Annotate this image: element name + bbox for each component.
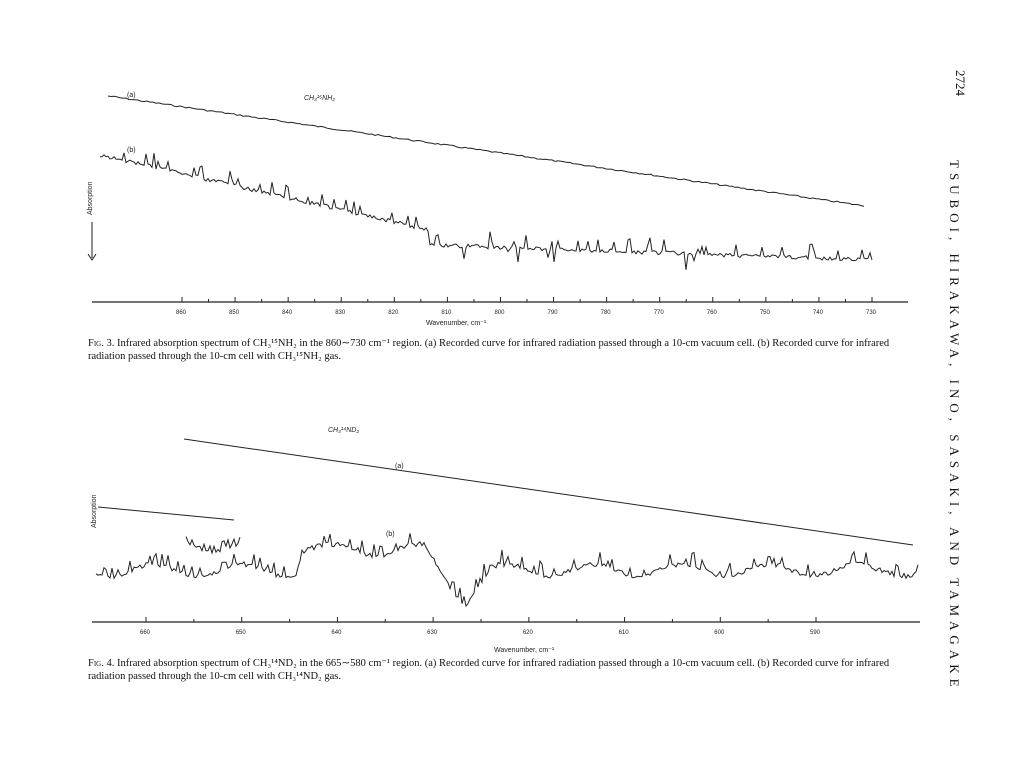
- fig3-x-tick-label: 840: [282, 310, 293, 316]
- fig3-ylabel-group: [87, 181, 96, 260]
- fig4-caption-text: Infrared absorption spectrum of CH₃¹⁴ND₂ in the 665∼580 cm⁻¹ region. (a) Recorded curve for infrared radiation passed through a 10-cm vacuum cell. (b) Recorded curve for infrared radiation passed through the 10-cm cell with CH₃¹⁴ND₂ gas.: [88, 658, 890, 682]
- fig3-x-tick-label: 790: [547, 310, 558, 316]
- page-number-text: 2724: [953, 70, 968, 96]
- fig3-xlabel: Wavenumber, cm⁻¹: [426, 320, 487, 327]
- fig3-caption-text: Infrared absorption spectrum of CH₃¹⁵NH₂ in the 860∼730 cm⁻¹ region. (a) Recorded curve for infrared radiation passed through a 10-cm vacuum cell. (b) Recorded curve for infrared radiation passed through the 10-cm cell with CH₃¹⁵NH₂ gas.: [88, 338, 890, 362]
- fig3-x-tick-label: 730: [866, 310, 877, 316]
- fig3-molecule-label: CH₃¹⁵NH₂: [304, 95, 335, 102]
- fig3-curve-b: [100, 153, 872, 270]
- fig4-x-tick-label: 610: [618, 630, 629, 636]
- fig4-curve-b: [96, 533, 918, 606]
- fig4-x-tick-label: 600: [714, 630, 725, 636]
- fig3-x-tick-label: 850: [229, 310, 240, 316]
- fig3-curve-b-label: (b): [127, 147, 136, 154]
- fig4-x-tick-label: 660: [140, 630, 151, 636]
- fig4-caption: [88, 657, 928, 683]
- fig4-x-ticks: [140, 617, 821, 636]
- fig3-x-tick-label: 780: [600, 310, 611, 316]
- fig4-molecule-label: CH₃¹⁴ND₂: [328, 427, 360, 434]
- fig4-x-tick-label: 620: [522, 630, 533, 636]
- fig3-x-tick-label: 770: [653, 310, 664, 316]
- fig4-x-tick-label: 640: [331, 630, 342, 636]
- fig4-caption-label: Fig. 4.: [88, 658, 115, 669]
- fig4-ylabel: Absorption: [91, 494, 98, 528]
- fig3-curve-a: [108, 96, 864, 206]
- figure-3-chart: [0, 0, 1024, 330]
- fig3-caption: [88, 337, 928, 363]
- fig4-x-tick-label: 590: [810, 630, 821, 636]
- fig4-x-tick-label: 650: [235, 630, 246, 636]
- fig3-x-tick-label: 800: [494, 310, 505, 316]
- fig3-x-ticks: [176, 297, 877, 316]
- fig4-curve-b-overlap: [186, 537, 240, 554]
- running-head: TSUBOI, HIRAKAWA, INO, SASAKI, AND TAMAGAKE: [947, 160, 962, 692]
- fig4-x-tick-label: 630: [427, 630, 438, 636]
- fig3-x-tick-label: 830: [335, 310, 346, 316]
- fig4-curve-a: [184, 439, 913, 545]
- fig3-x-tick-label: 760: [706, 310, 717, 316]
- fig3-x-tick-label: 860: [176, 310, 187, 316]
- fig3-x-tick-label: 810: [441, 310, 452, 316]
- fig3-ylabel: Absorption: [87, 181, 94, 215]
- fig3-x-tick-label: 750: [759, 310, 770, 316]
- fig3-curve-a-label: (a): [127, 92, 136, 99]
- fig3-caption-label: Fig. 3.: [88, 338, 115, 349]
- fig4-curve-a-overlap: [98, 507, 234, 520]
- fig3-x-tick-label: 820: [388, 310, 399, 316]
- fig4-curve-b-label: (b): [386, 531, 395, 538]
- fig4-curve-a-label: (a): [395, 463, 404, 470]
- fig3-x-tick-label: 740: [812, 310, 823, 316]
- figure-4-chart: [0, 400, 1024, 660]
- fig4-xlabel: Wavenumber, cm⁻¹: [494, 647, 555, 654]
